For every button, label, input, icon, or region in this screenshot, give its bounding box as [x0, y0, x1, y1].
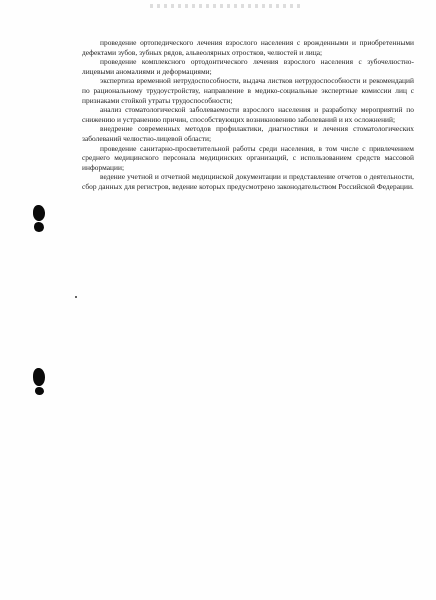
paragraph-health-education: проведение санитарно-просветительной работы среди населения, в том числе с привлечением среднего медицинского персонала медицинских организаций, с использованием средств массовой информации; [82, 143, 414, 172]
binder-hole-mark [33, 205, 45, 221]
binder-hole-mark [35, 387, 44, 395]
document-body [82, 38, 414, 192]
paragraph-documentation: ведение учетной и отчетной медицинской документации и представление отчетов о деятельности, сбор данных для регистров, ведение которых предусмотрено законодательством Российской Федерации. [82, 172, 414, 191]
paragraph-orthodontic-treatment: проведение комплексного ортодонтического лечения взрослого населения с зубочелюстно-лицевыми аномалиями и деформациями; [82, 57, 414, 76]
binder-hole-mark [33, 368, 45, 386]
scan-speck [75, 296, 77, 298]
paragraph-morbidity-analysis: анализ стоматологической заболеваемости взрослого населения и разработку мероприятий по снижению и устранению причин, способствующих возникновению заболеваний и их осложнений; [82, 105, 414, 124]
paragraph-modern-methods: внедрение современных методов профилактики, диагностики и лечения стоматологических заболеваний челюстно-лицевой области; [82, 124, 414, 143]
paragraph-orthopedic-treatment: проведение ортопедического лечения взрослого населения с врожденными и приобретенными дефектами зубов, зубных рядов, альвеолярных отростков, челюстей и лица; [82, 38, 414, 57]
binder-hole-mark [34, 222, 44, 232]
paragraph-disability-expertise: экспертиза временной нетрудоспособности, выдача листков нетрудоспособности и рекомендаций по рациональному трудоустройству, направление в медико-социальные экспертные комиссии лиц с признаками стойкой утраты трудоспособности; [82, 76, 414, 105]
scan-header-noise [150, 4, 300, 8]
